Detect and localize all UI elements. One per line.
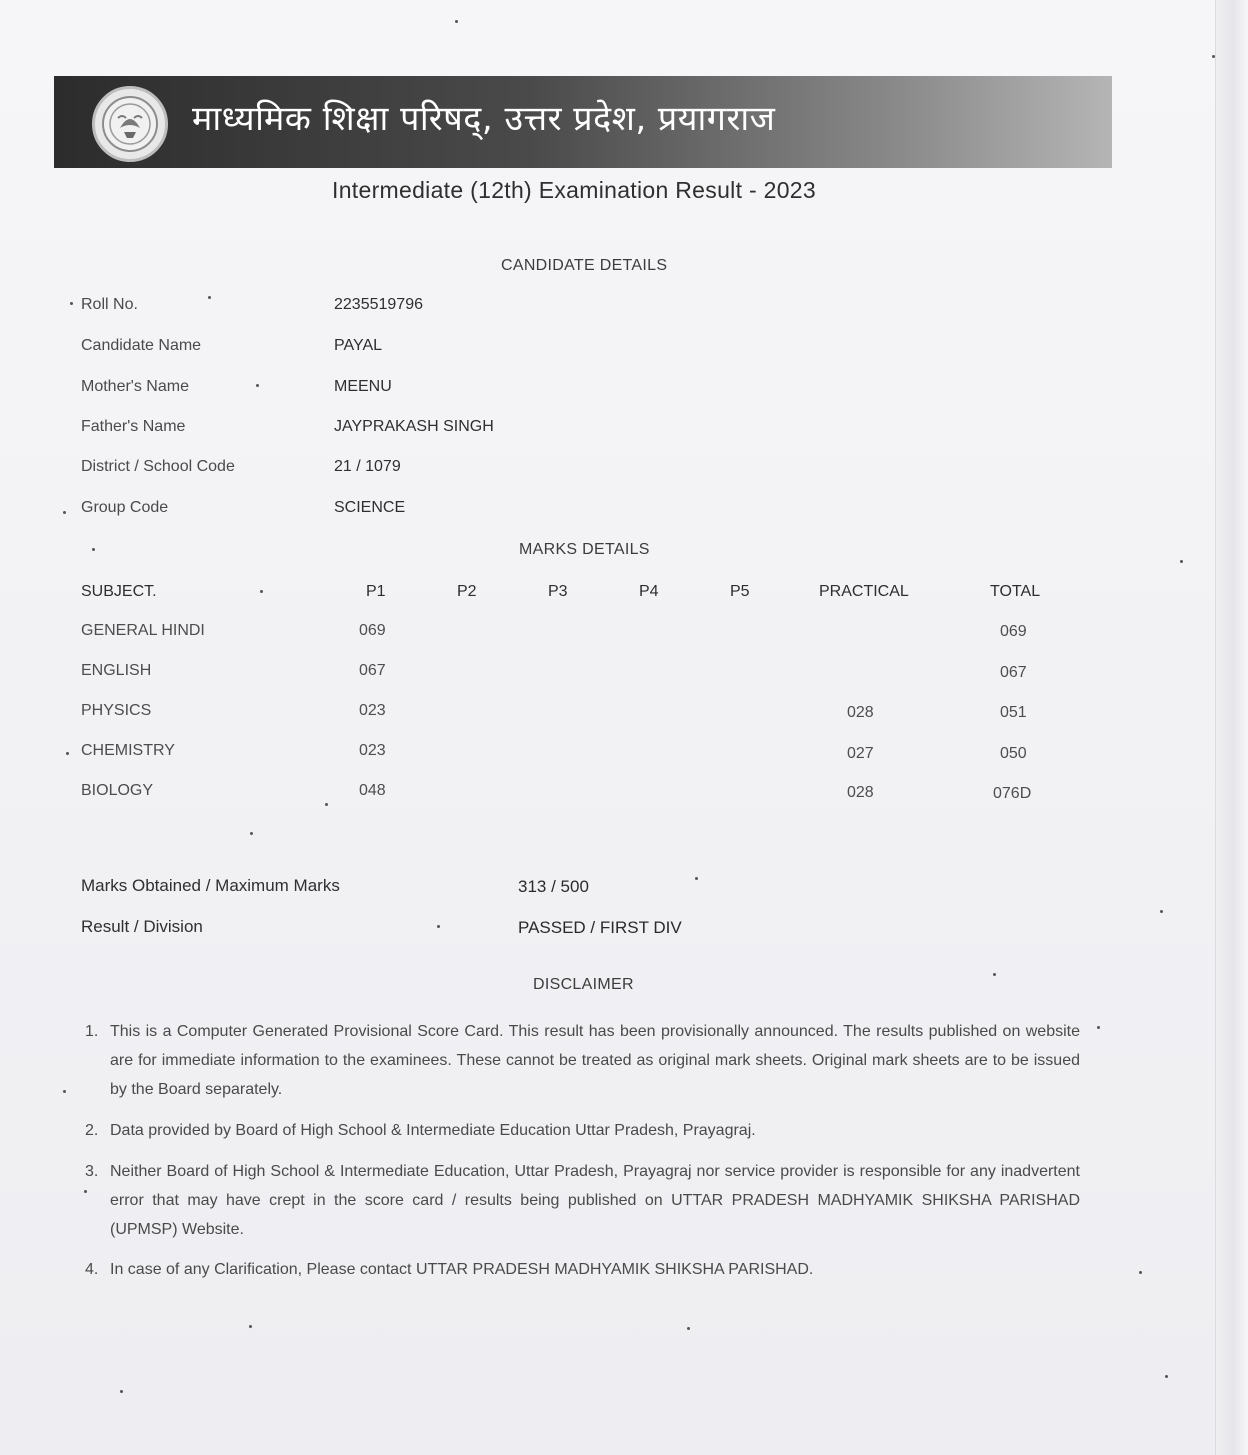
candidate-name-label: Candidate Name bbox=[81, 337, 202, 354]
column-header-p3: P3 bbox=[548, 583, 568, 600]
candidate-name-value: PAYAL bbox=[334, 337, 383, 354]
disclaimer-item bbox=[85, 1017, 1080, 1107]
total-cell: 069 bbox=[1000, 623, 1027, 640]
disclaimer-text: This is a Computer Generated Provisional Score Card. This result has been provisionally announced. The results published on website are for immediate information to the examinees. These cannot be treated as original mark sheets. Original mark sheets are to be issued by the Board separately. bbox=[110, 1023, 1080, 1098]
mother-name-value: MEENU bbox=[334, 378, 392, 395]
practical-cell: 028 bbox=[847, 704, 874, 721]
disclaimer-text: In case of any Clarification, Please contact UTTAR PRADESH MADHYAMIK SHIKSHA PARISHAD. bbox=[110, 1261, 814, 1278]
marks-obtained-label: Marks Obtained / Maximum Marks bbox=[81, 876, 340, 895]
subject-cell: ENGLISH bbox=[81, 662, 152, 679]
column-header-subject: SUBJECT. bbox=[81, 583, 157, 600]
board-title-hindi: माध्यमिक शिक्षा परिषद्, उत्तर प्रदेश, प्रयागराज bbox=[192, 99, 776, 139]
marks-details-heading: MARKS DETAILS bbox=[519, 541, 650, 558]
p1-cell: 069 bbox=[359, 622, 386, 639]
disclaimer-item bbox=[85, 1157, 1080, 1247]
total-cell: 051 bbox=[1000, 704, 1027, 721]
district-school-code-value: 21 / 1079 bbox=[334, 458, 401, 475]
subject-cell: GENERAL HINDI bbox=[81, 622, 205, 639]
column-header-p4: P4 bbox=[639, 583, 659, 600]
roll-no-label: Roll No. bbox=[81, 296, 138, 313]
result-division-label: Result / Division bbox=[81, 917, 203, 936]
disclaimer-item bbox=[85, 1116, 1080, 1146]
disclaimer-number: 2. bbox=[85, 1122, 99, 1139]
total-cell: 076D bbox=[993, 785, 1032, 802]
father-name-label: Father's Name bbox=[81, 418, 186, 435]
group-code-value: SCIENCE bbox=[334, 499, 406, 516]
group-code-label: Group Code bbox=[81, 499, 169, 516]
district-school-code-label: District / School Code bbox=[81, 458, 235, 475]
disclaimer-number: 1. bbox=[85, 1023, 99, 1040]
mother-name-label: Mother's Name bbox=[81, 378, 189, 395]
result-division-value: PASSED / FIRST DIV bbox=[518, 918, 682, 937]
p1-cell: 067 bbox=[359, 662, 386, 679]
disclaimer-text: Data provided by Board of High School & Intermediate Education Uttar Pradesh, Prayagraj. bbox=[110, 1122, 756, 1139]
disclaimer-number: 4. bbox=[85, 1261, 99, 1278]
column-header-p5: P5 bbox=[730, 583, 750, 600]
roll-no-value: 2235519796 bbox=[334, 296, 423, 313]
total-cell: 050 bbox=[1000, 745, 1027, 762]
total-cell: 067 bbox=[1000, 664, 1027, 681]
disclaimer-number: 3. bbox=[85, 1163, 99, 1180]
father-name-value: JAYPRAKASH SINGH bbox=[334, 418, 494, 435]
disclaimer-text: Neither Board of High School & Intermediate Education, Uttar Pradesh, Prayagraj nor service provider is responsible for any inadvertent error that may have crept in the score card / results being published on UTTAR PRADESH MADHYAMIK SHIKSHA PARISHAD (UPMSP) Website. bbox=[110, 1163, 1080, 1238]
candidate-details-heading: CANDIDATE DETAILS bbox=[501, 257, 668, 274]
column-header-total: TOTAL bbox=[990, 583, 1041, 600]
marks-obtained-value: 313 / 500 bbox=[518, 877, 589, 896]
subject-cell: CHEMISTRY bbox=[81, 742, 175, 759]
disclaimer-heading: DISCLAIMER bbox=[533, 976, 634, 993]
practical-cell: 027 bbox=[847, 745, 874, 762]
column-header-p1: P1 bbox=[366, 583, 386, 600]
column-header-p2: P2 bbox=[457, 583, 477, 600]
subject-cell: PHYSICS bbox=[81, 702, 152, 719]
practical-cell: 028 bbox=[847, 784, 874, 801]
up-government-emblem-icon bbox=[92, 86, 168, 162]
column-header-practical: PRACTICAL bbox=[819, 583, 909, 600]
p1-cell: 048 bbox=[359, 782, 386, 799]
exam-title: Intermediate (12th) Examination Result - 2023 bbox=[332, 177, 816, 203]
p1-cell: 023 bbox=[359, 742, 386, 759]
p1-cell: 023 bbox=[359, 702, 386, 719]
subject-cell: BIOLOGY bbox=[81, 782, 154, 799]
disclaimer-item bbox=[85, 1255, 1080, 1285]
paper-edge bbox=[1215, 0, 1248, 1455]
